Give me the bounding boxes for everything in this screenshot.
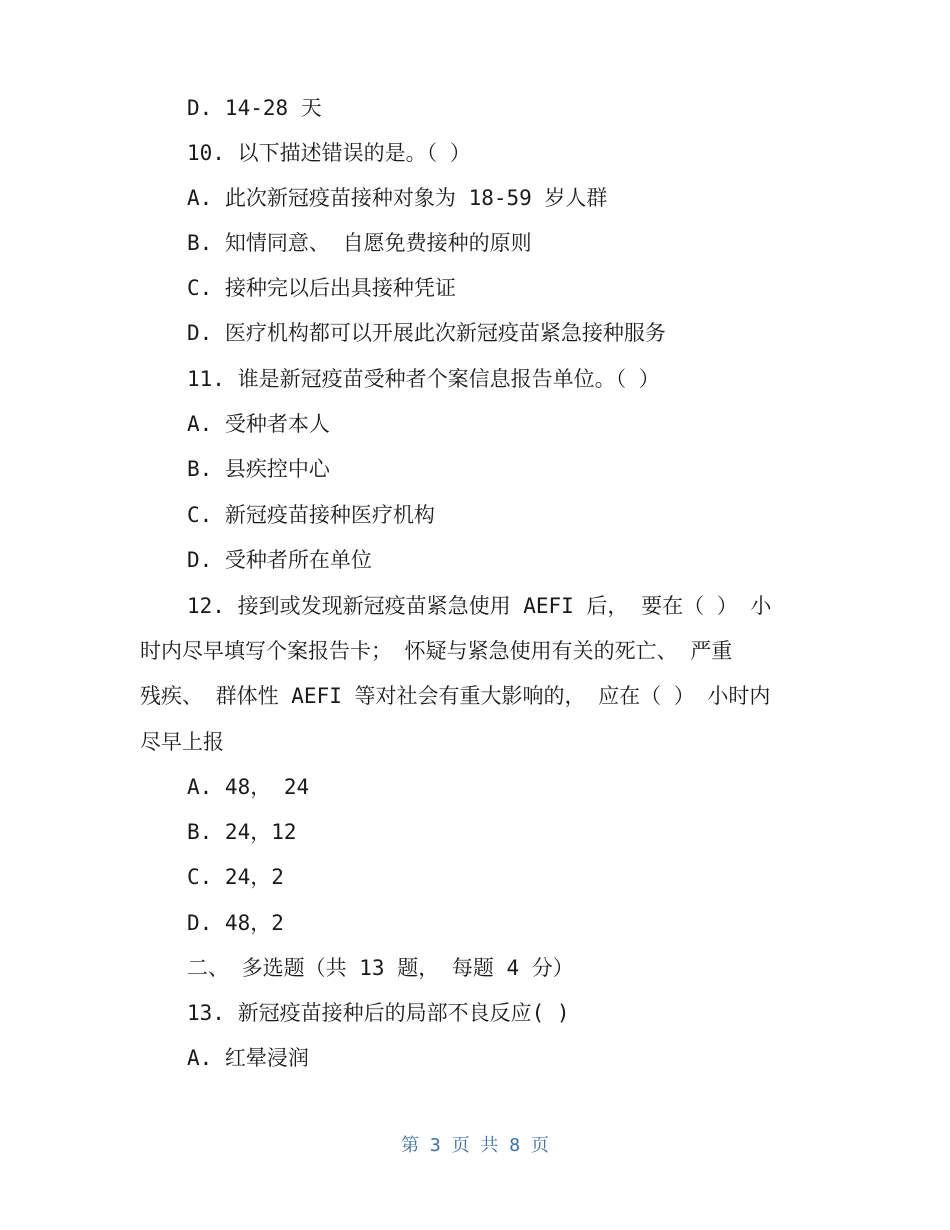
question-11: 11. 谁是新冠疫苗受种者个案信息报告单位。（ ） xyxy=(187,367,660,391)
option-11-b: B. 县疾控中心 xyxy=(187,457,330,481)
option-11-c: C. 新冠疫苗接种医疗机构 xyxy=(187,503,435,527)
page-number-footer: 第 3 页 共 8 页 xyxy=(401,1135,549,1156)
question-10: 10. 以下描述错误的是。（ ） xyxy=(187,141,471,165)
option-10-b: B. 知情同意、 自愿免费接种的原则 xyxy=(187,231,532,255)
option-11-a: A. 受种者本人 xyxy=(187,412,330,436)
option-10-d: D. 医疗机构都可以开展此次新冠疫苗紧急接种服务 xyxy=(187,321,666,345)
section-heading-multiple-choice: 二、 多选题（共 13 题， 每题 4 分） xyxy=(187,956,574,980)
option-11-d: D. 受种者所在单位 xyxy=(187,548,372,572)
option-12-d: D. 48，2 xyxy=(187,911,284,935)
option-10-c: C. 接种完以后出具接种凭证 xyxy=(187,276,456,300)
option-12-c: C. 24，2 xyxy=(187,865,284,889)
question-12-line1: 12. 接到或发现新冠疫苗紧急使用 AEFI 后， 要在（ ） 小 xyxy=(187,594,772,618)
question-12-line4: 尽早上报 xyxy=(140,730,224,754)
option-10-a: A. 此次新冠疫苗接种对象为 18-59 岁人群 xyxy=(187,186,608,210)
question-13: 13. 新冠疫苗接种后的局部不良反应( ) xyxy=(187,1001,570,1025)
option-9-d: D. 14-28 天 xyxy=(187,96,322,120)
option-12-b: B. 24，12 xyxy=(187,820,297,844)
option-13-a: A. 红晕浸润 xyxy=(187,1046,309,1070)
option-12-a: A. 48， 24 xyxy=(187,775,310,799)
question-12-line3: 残疾、 群体性 AEFI 等对社会有重大影响的， 应在（ ） 小时内 xyxy=(140,684,771,708)
question-12-line2: 时内尽早填写个案报告卡； 怀疑与紧急使用有关的死亡、 严重 xyxy=(140,639,733,663)
